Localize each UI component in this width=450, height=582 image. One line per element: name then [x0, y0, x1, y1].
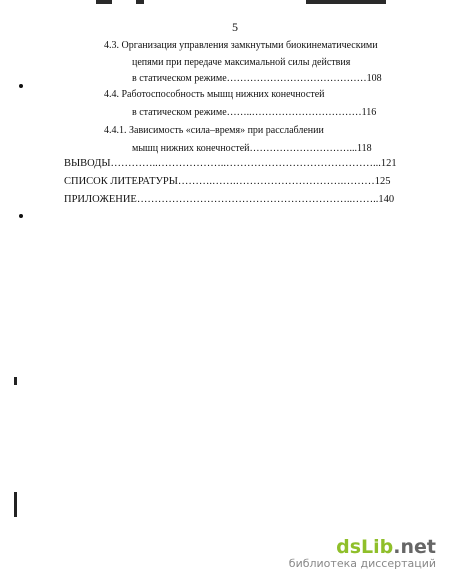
watermark-subtitle: библиотека диссертаций — [288, 557, 436, 570]
scan-mark — [14, 492, 17, 517]
toc-entry: СПИСОК ЛИТЕРАТУРЫ……….…….………………………….………125 — [64, 176, 391, 187]
toc-entry: ПРИЛОЖЕНИЕ……………………………………………………..……..140 — [64, 194, 395, 205]
toc-entry: в статическом режиме……..……………………………116 — [132, 107, 377, 118]
toc-entry: 4.4. Работоспособность мышц нижних конечностей — [104, 89, 325, 100]
watermark-brand-part2: .net — [393, 536, 436, 558]
watermark-brand — [289, 537, 436, 557]
scan-top-edge — [96, 0, 386, 4]
toc-entry: 4.3. Организация управления замкнутыми биокинематическими — [104, 40, 378, 51]
toc-entry: ВЫВОДЫ…………..………………..……………………………………...121 — [64, 158, 397, 169]
watermark-brand-part1: dsLib — [336, 536, 394, 558]
toc-entry: в статическом режиме……………………………………108 — [132, 73, 382, 84]
toc-entry: мышц нижних конечностей…………………………...118 — [132, 143, 372, 154]
toc-entry: цепями при передаче максимальной силы действия — [132, 57, 351, 68]
scan-dot — [19, 214, 23, 218]
page-number: 5 — [232, 20, 238, 34]
toc-entry: 4.4.1. Зависимость «сила–время» при расслаблении — [104, 125, 324, 136]
scan-dot — [19, 84, 23, 88]
scan-mark — [14, 377, 17, 385]
watermark[interactable] — [289, 537, 436, 570]
